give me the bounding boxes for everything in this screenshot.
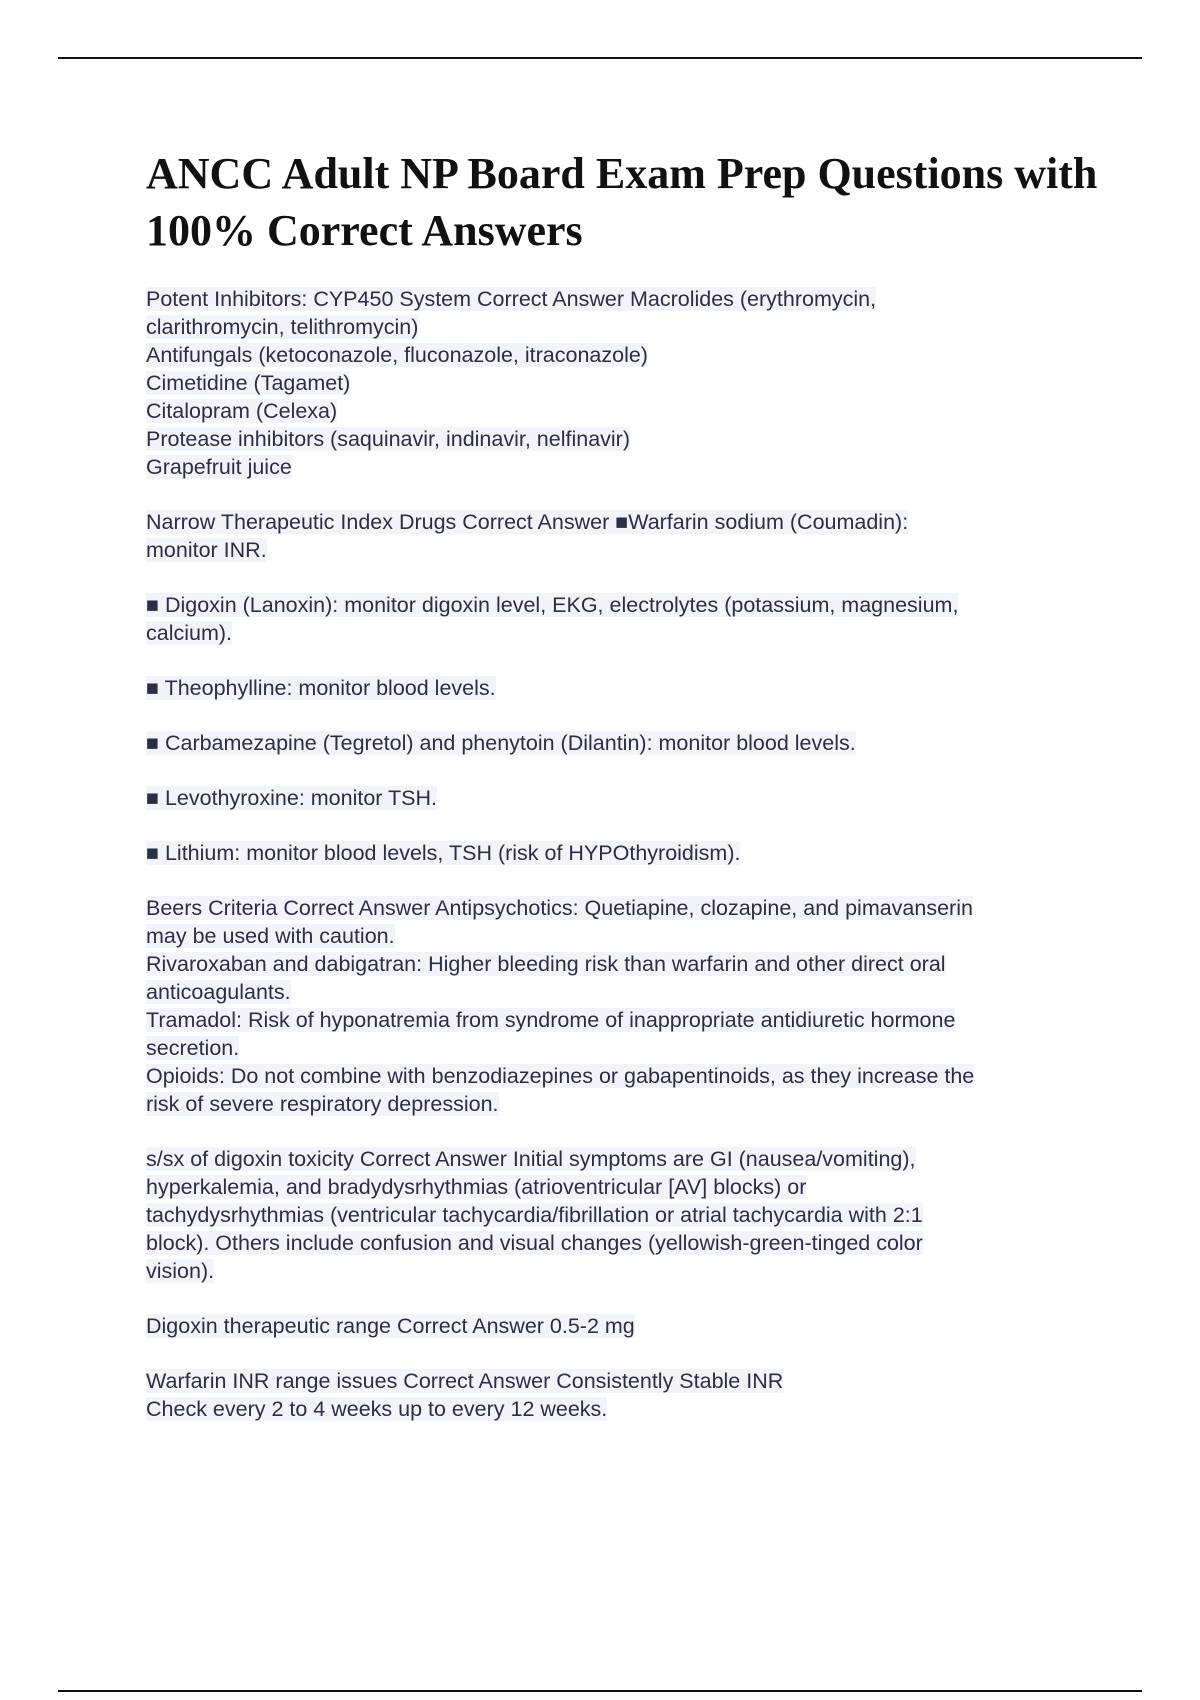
qa-entry-line	[146, 508, 1106, 536]
qa-entry-line	[146, 1145, 1106, 1173]
qa-entry-line	[146, 922, 1106, 950]
qa-entry-line	[146, 784, 1106, 812]
qa-entry-line-text: clarithromycin, telithromycin)	[146, 315, 419, 339]
qa-entry-line	[146, 425, 1106, 453]
qa-entry-line	[146, 729, 1106, 757]
qa-entry-line-text: Grapefruit juice	[146, 455, 292, 479]
qa-entry-line-text: Rivaroxaban and dabigatran: Higher bleeding risk than warfarin and other direct oral	[146, 952, 946, 976]
qa-entry	[146, 1367, 1106, 1423]
qa-entry	[146, 784, 1106, 812]
qa-entry-line-text: anticoagulants.	[146, 980, 291, 1004]
qa-entry	[146, 508, 1106, 564]
qa-entry	[146, 674, 1106, 702]
qa-entry-line-text: Opioids: Do not combine with benzodiazepines or gabapentinoids, as they increase the	[146, 1064, 975, 1088]
qa-entry	[146, 729, 1106, 757]
top-rule	[58, 57, 1142, 59]
qa-entry-line-text: ■ Carbamezapine (Tegretol) and phenytoin (Dilantin): monitor blood levels.	[146, 731, 856, 755]
qa-entry-line	[146, 1062, 1106, 1090]
qa-entry-line	[146, 619, 1106, 647]
qa-entry	[146, 285, 1106, 481]
bottom-rule	[58, 1690, 1142, 1692]
qa-entry-line	[146, 1367, 1106, 1395]
qa-entry-line-text: vision).	[146, 1259, 215, 1283]
qa-entry-line-text: Warfarin INR range issues Correct Answer Consistently Stable INR	[146, 1369, 784, 1393]
qa-entry	[146, 894, 1106, 1118]
qa-entry-line	[146, 397, 1106, 425]
qa-entry	[146, 839, 1106, 867]
qa-entry-line	[146, 591, 1106, 619]
qa-entry-line	[146, 369, 1106, 397]
qa-entry-line	[146, 674, 1106, 702]
qa-entry-line	[146, 453, 1106, 481]
qa-entry-line	[146, 285, 1106, 313]
qa-entry-line-text: Digoxin therapeutic range Correct Answer 0.5-2 mg	[146, 1314, 635, 1338]
qa-entry-line	[146, 1312, 1106, 1340]
qa-entry-line-text: Beers Criteria Correct Answer Antipsychotics: Quetiapine, clozapine, and pimavanserin	[146, 896, 973, 920]
qa-entry-line-text: block). Others include confusion and visual changes (yellowish-green-tinged color	[146, 1231, 923, 1255]
entry-list	[146, 285, 1106, 1423]
qa-entry-line	[146, 536, 1106, 564]
qa-entry-line-text: s/sx of digoxin toxicity Correct Answer Initial symptoms are GI (nausea/vomiting),	[146, 1147, 916, 1171]
qa-entry-line-text: may be used with caution.	[146, 924, 395, 948]
qa-entry-line	[146, 1034, 1106, 1062]
qa-entry	[146, 1312, 1106, 1340]
qa-entry-line-text: tachydysrhythmias (ventricular tachycardia/fibrillation or atrial tachycardia with 2:1	[146, 1203, 923, 1227]
qa-entry-line-text: hyperkalemia, and bradydysrhythmias (atrioventricular [AV] blocks) or	[146, 1175, 807, 1199]
qa-entry-line-text: ■ Levothyroxine: monitor TSH.	[146, 786, 438, 810]
qa-entry-line-text: calcium).	[146, 621, 233, 645]
qa-entry-line	[146, 1090, 1106, 1118]
qa-entry-line	[146, 839, 1106, 867]
qa-entry-line-text: ■ Theophylline: monitor blood levels.	[146, 676, 496, 700]
qa-entry-line	[146, 894, 1106, 922]
qa-entry-line	[146, 978, 1106, 1006]
qa-entry-line-text: ■ Digoxin (Lanoxin): monitor digoxin level, EKG, electrolytes (potassium, magnesium,	[146, 593, 959, 617]
qa-entry-line	[146, 1006, 1106, 1034]
qa-entry-line	[146, 950, 1106, 978]
qa-entry	[146, 591, 1106, 647]
qa-entry-line	[146, 313, 1106, 341]
qa-entry-line-text: Protease inhibitors (saquinavir, indinavir, nelfinavir)	[146, 427, 630, 451]
qa-entry-line	[146, 1395, 1106, 1423]
qa-entry-line-text: ■ Lithium: monitor blood levels, TSH (risk of HYPOthyroidism).	[146, 841, 741, 865]
qa-entry-line	[146, 341, 1106, 369]
qa-entry-line-text: Check every 2 to 4 weeks up to every 12 weeks.	[146, 1397, 608, 1421]
document-title: ANCC Adult NP Board Exam Prep Questions with 100% Correct Answers	[146, 149, 1098, 255]
qa-entry	[146, 1145, 1106, 1285]
qa-entry-line	[146, 1257, 1106, 1285]
qa-entry-line-text: Cimetidine (Tagamet)	[146, 371, 351, 395]
qa-entry-line-text: monitor INR.	[146, 538, 267, 562]
qa-entry-line	[146, 1173, 1106, 1201]
qa-entry-line-text: risk of severe respiratory depression.	[146, 1092, 499, 1116]
qa-entry-line-text: secretion.	[146, 1036, 240, 1060]
qa-entry-line-text: Antifungals (ketoconazole, fluconazole, itraconazole)	[146, 343, 648, 367]
page-content	[146, 145, 1106, 1450]
qa-entry-line	[146, 1201, 1106, 1229]
qa-entry-line-text: Tramadol: Risk of hyponatremia from syndrome of inappropriate antidiuretic hormone	[146, 1008, 956, 1032]
qa-entry-line	[146, 1229, 1106, 1257]
qa-entry-line-text: Citalopram (Celexa)	[146, 399, 338, 423]
qa-entry-line-text: Narrow Therapeutic Index Drugs Correct Answer ■Warfarin sodium (Coumadin):	[146, 510, 909, 534]
qa-entry-line-text: Potent Inhibitors: CYP450 System Correct Answer Macrolides (erythromycin,	[146, 287, 877, 311]
